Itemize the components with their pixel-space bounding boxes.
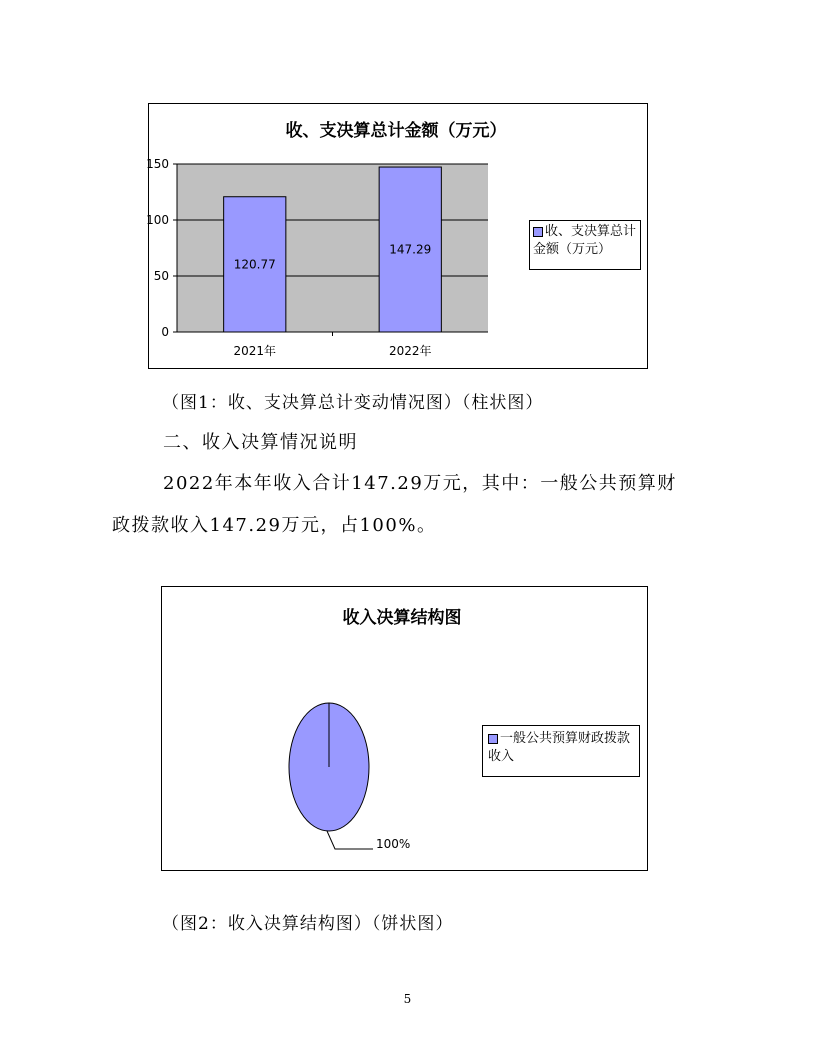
x-tick-label: 2021年 bbox=[233, 344, 277, 358]
pie-chart-title: 收入决算结构图 bbox=[342, 608, 462, 628]
pie-chart-frame bbox=[161, 586, 648, 871]
pie-legend-label: 一般公共预算财政拨款收入 bbox=[488, 731, 631, 764]
x-tick-label: 2022年 bbox=[388, 344, 432, 358]
bar-legend-label: 收、支决算总计金额（万元） bbox=[533, 224, 637, 257]
bar-chart-legend bbox=[529, 220, 641, 270]
pie-value-label: 100% bbox=[376, 837, 411, 851]
pie-leader-line bbox=[327, 831, 373, 849]
legend-swatch bbox=[488, 734, 498, 744]
figure2-caption: （图2：收入决算结构图）（饼状图） bbox=[162, 914, 454, 934]
figure1-caption: （图1：收、支决算总计变动情况图）（柱状图） bbox=[162, 393, 544, 413]
section-heading: 二、收入决算情况说明 bbox=[163, 432, 358, 453]
paragraph-line-2: 政拨款收入147.29万元，占100%。 bbox=[112, 515, 437, 536]
y-tick-label: 100 bbox=[146, 213, 169, 227]
bar-chart-title: 收、支决算总计金额（万元） bbox=[285, 121, 507, 141]
y-tick-label: 0 bbox=[161, 325, 169, 339]
bar-value-label: 120.77 bbox=[233, 257, 276, 272]
bar-chart-frame bbox=[148, 103, 648, 369]
page-number: 5 bbox=[403, 992, 412, 1006]
paragraph-line-1: 2022年本年收入合计147.29万元，其中：一般公共预算财 bbox=[163, 473, 677, 494]
legend-swatch bbox=[533, 227, 543, 237]
y-tick-label: 50 bbox=[153, 269, 169, 283]
bar-value-label: 147.29 bbox=[389, 242, 432, 257]
pie-chart-legend bbox=[482, 725, 640, 777]
y-tick-label: 150 bbox=[146, 157, 169, 171]
